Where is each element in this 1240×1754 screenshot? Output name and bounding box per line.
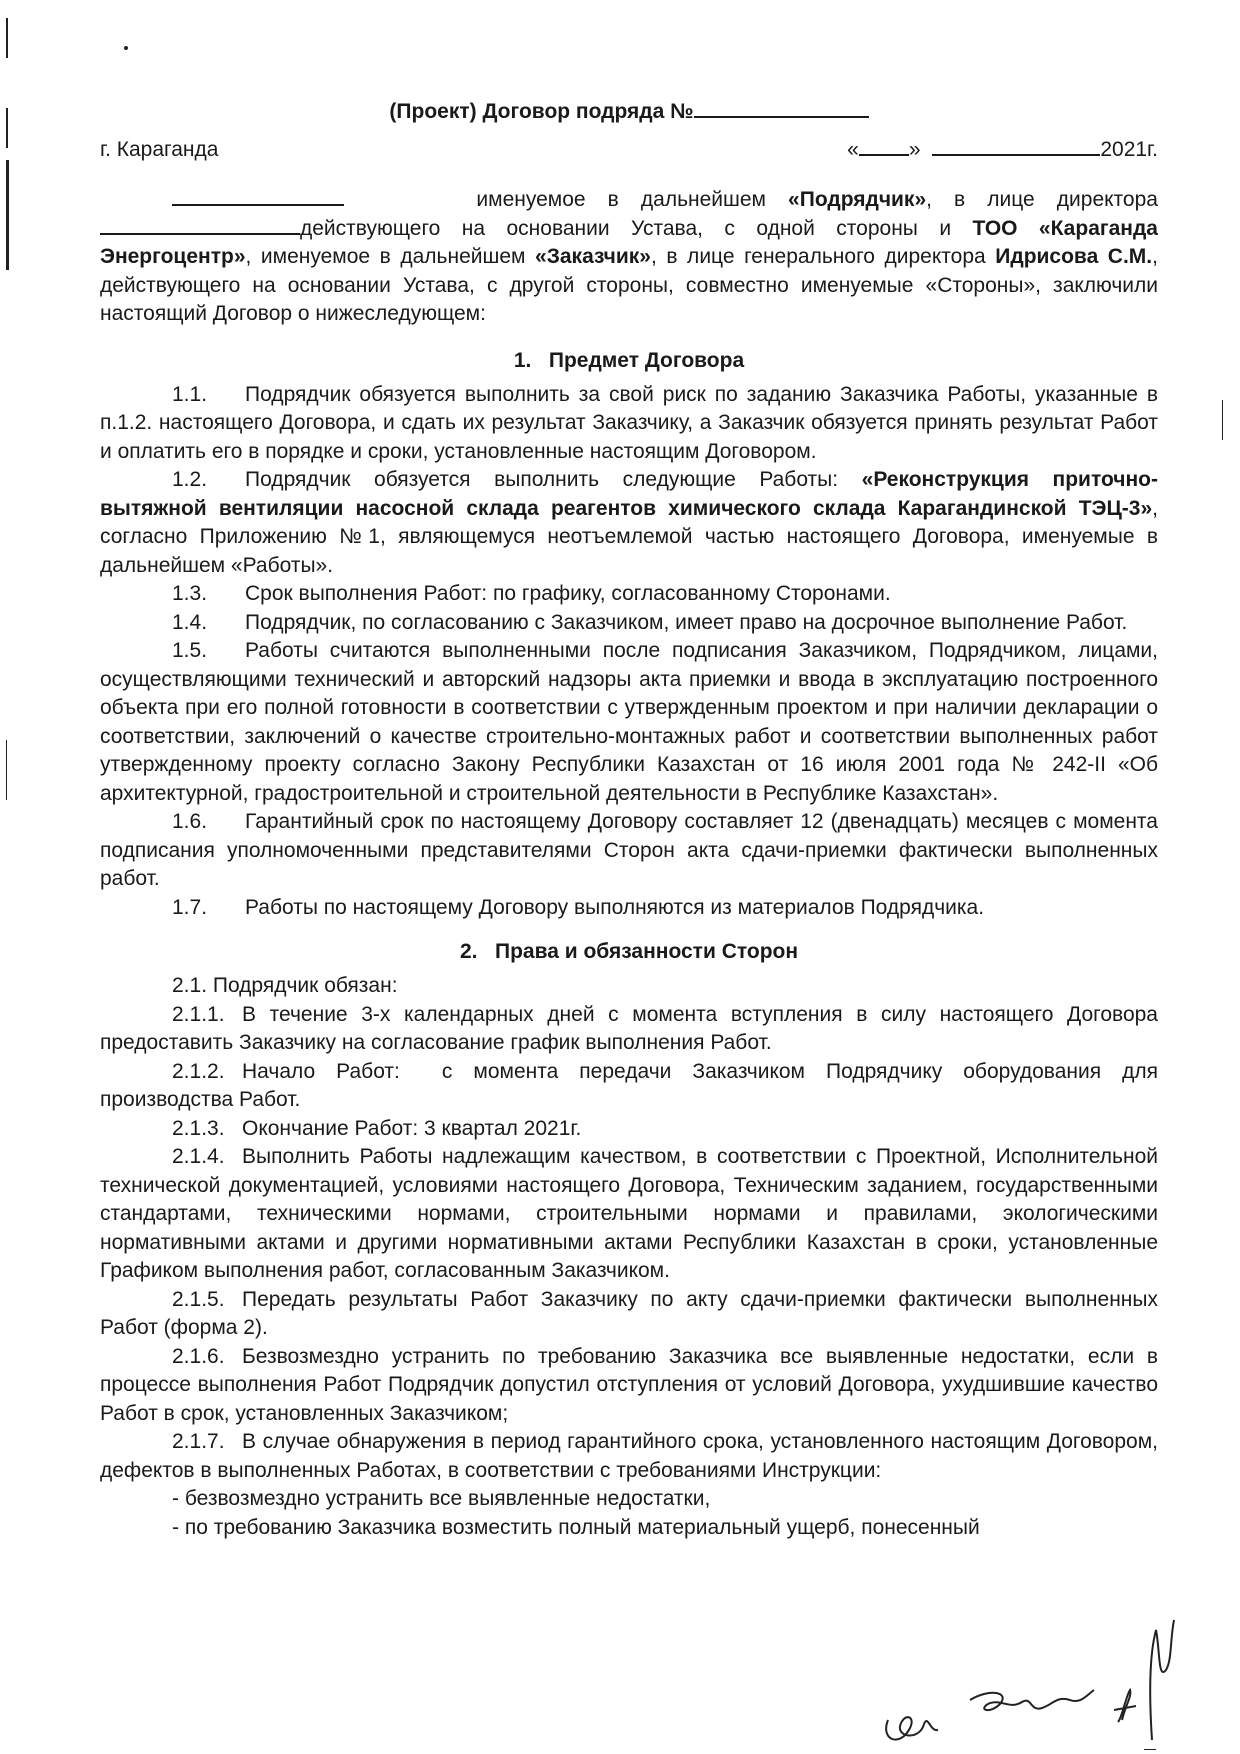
date-line	[847, 136, 1158, 164]
contractor-term: «Подрядчик»	[788, 188, 927, 211]
clause-number: 2.1.1.	[172, 1002, 225, 1026]
clause-2-1-1	[100, 1001, 1158, 1058]
scan-edge-mark	[6, 108, 8, 148]
preamble	[100, 186, 1158, 329]
document-body	[100, 92, 1158, 1542]
scan-edge-mark	[6, 740, 7, 800]
preamble-text: , действующего на основании Устава, с другой стороны, совместно именуемые «Стороны», заключили настоящий Договор о нижеследующем:	[100, 245, 1158, 325]
preamble-text: , в лице генерального директора	[650, 245, 996, 268]
clause-text: В течение 3-х календарных дней с момента вступления в силу настоящего Договора предоставить Заказчику на согласование график выполнения Работ.	[100, 1002, 1158, 1054]
preamble-text: , именуемое в дальнейшем	[245, 245, 536, 268]
clause-number: 2.1.2.	[172, 1059, 225, 1083]
works-name: «Реконструкция приточно-вытяжной вентиляции насосной склада реагентов химического склада Карагандинской ТЭЦ-3»	[100, 468, 1158, 520]
clause-text: Подрядчик, по согласованию с Заказчиком, имеет право на досрочное выполнение Работ.	[245, 610, 1128, 634]
dash-item: - безвозмездно устранить все выявленные недостатки,	[172, 1487, 711, 1510]
date-quote-open: «	[847, 138, 859, 161]
title-text: (Проект) Договор подряда №	[389, 100, 694, 123]
clause-number: 1.3.	[172, 582, 208, 605]
clause-number: 2.1.3.	[172, 1116, 225, 1140]
clause-number: 1.6.	[172, 810, 208, 833]
clause-2-1-5	[100, 1286, 1158, 1343]
section-2-heading: 2. Права и обязанности Сторон	[459, 940, 799, 963]
clause-1-1	[100, 381, 1158, 467]
clause-text: Срок выполнения Работ: по графику, согласованному Сторонами.	[245, 582, 891, 605]
scan-dot	[124, 46, 128, 50]
clause-text: Передать результаты Работ Заказчику по акту сдачи-приемки фактически выполненных Работ (форма 2).	[100, 1287, 1158, 1339]
clause-text: Безвозмездно устранить по требованию Заказчика все выявленные недостатки, если в процессе выполнения Работ Подрядчик допустил отступления от условий Договора, ухудшившие качество Работ в срок, установленных Заказчиком;	[100, 1344, 1158, 1425]
clause-2-1-6	[100, 1343, 1158, 1429]
month-blank	[932, 136, 1100, 156]
clause-number: 1.5.	[172, 639, 208, 662]
clause-number: 2.1.5.	[172, 1287, 225, 1311]
clause-number: 1.1.	[172, 382, 208, 406]
clause-number: 1.4.	[172, 610, 208, 634]
preamble-text: , в лице директора	[926, 188, 1158, 211]
clause-2-1-7	[100, 1428, 1158, 1485]
clause-1-5	[100, 637, 1158, 808]
clause-number: 1.2.	[172, 468, 208, 491]
preamble-text: действующего на основании Устава, с одной стороны и	[300, 216, 973, 240]
contract-number-blank	[694, 98, 869, 118]
clause-text: Работы считаются выполненными после подписания Заказчиком, Подрядчиком, лицами, осуществляющими технический и авторский надзоры акта приемки и ввода в эксплуатацию построенного объекта при его полной готовности в соответствии с утвержденным проектом и при наличии декларации о соответствии, заключений о качестве строительно-монтажных работ и соответствии выполненных работ утвержденному проекту согласно Закону Республики Казахстан от 16 июля 2001 года № 242-II «Об архитектурной, градостроительной и строительной деятельности в Республике Казахстан».	[100, 639, 1158, 805]
scan-edge-mark	[6, 18, 8, 58]
clause-text: , согласно Приложению №1, являющемуся неотъемлемой частью настоящего Договора, именуемые в дальнейшем «Работы».	[100, 496, 1158, 577]
clause-2-1-2	[100, 1058, 1158, 1115]
clause-1-7	[100, 894, 1158, 923]
clause-text: Гарантийный срок по настоящему Договору составляет 12 (двенадцать) месяцев с момента подписания уполномоченными представителями Сторон акта сдачи-приемки фактически выполненных работ.	[100, 810, 1158, 890]
clause-2-1-3	[100, 1115, 1158, 1144]
clause-text: Выполнить Работы надлежащим качеством, в соответствии с Проектной, Исполнительной технической документацией, условиями настоящего Договора, Техническим заданием, государственными стандартами, техническими нормами, строительными нормами и правилами, экологическими нормативными актами и другими нормативными актами Республики Казахстан в сроки, установленные Графиком выполнения работ, согласованным Заказчиком.	[100, 1145, 1158, 1282]
contractor-name-blank	[172, 186, 344, 206]
clause-number: 2.1.7.	[172, 1430, 225, 1453]
scan-edge-mark	[1222, 400, 1223, 440]
dash-item: - по требованию Заказчика возместить полный материальный ущерб, понесенный	[172, 1515, 980, 1539]
clause-2-1-4	[100, 1143, 1158, 1286]
city-date-row	[100, 136, 1158, 164]
clause-text: Начало Работ: с момента передачи Заказчиком Подрядчику оборудования для производства Работ.	[100, 1059, 1158, 1111]
scan-edge-mark	[6, 160, 9, 270]
clause-text: Окончание Работ: 3 квартал 2021г.	[242, 1116, 582, 1140]
section-1-heading: 1. Предмет Договора	[513, 348, 745, 372]
clause-1-2	[100, 466, 1158, 580]
customer-term: «Заказчик»	[535, 245, 651, 268]
clause-text: Подрядчик обязуется выполнить следующие Работы:	[245, 468, 862, 491]
clause-number: 2.1.4.	[172, 1145, 225, 1168]
director-name: Идрисова С.М.	[995, 245, 1153, 268]
city: г. Караганда	[100, 138, 219, 161]
date-year: 2021г.	[1100, 138, 1158, 161]
clause-text: В случае обнаружения в период гарантийного срока, установленного настоящим Договором, дефектов в выполненных Работах, в соответствии с требованиями Инструкции:	[100, 1430, 1158, 1482]
day-blank	[859, 136, 909, 156]
clause-text: Подрядчик обязуется выполнить за свой риск по заданию Заказчика Работы, указанные в п.1.2. настоящего Договора, и сдать их результат Заказчику, а Заказчик обязуется принять результат Работ и оплатить его в порядке и сроки, установленные настоящим Договором.	[100, 382, 1158, 463]
clause-1-6	[100, 808, 1158, 894]
clause-1-3	[100, 580, 1158, 609]
handwritten-signature	[860, 1600, 1180, 1750]
clause-number: 1.7.	[172, 895, 208, 919]
clause-number: 2.1.6.	[172, 1344, 225, 1368]
customer-company: ТОО «Караганда Энергоцентр»	[100, 216, 1158, 268]
document-title	[100, 92, 1158, 132]
director-name-blank	[100, 215, 300, 235]
clause-2-1: 2.1. Подрядчик обязан:	[172, 974, 398, 997]
clause-text: Работы по настоящему Договору выполняются из материалов Подрядчика.	[245, 895, 985, 919]
clause-1-4	[100, 609, 1158, 638]
preamble-text: именуемое в дальнейшем	[476, 188, 789, 211]
date-quote-close: »	[908, 138, 921, 161]
